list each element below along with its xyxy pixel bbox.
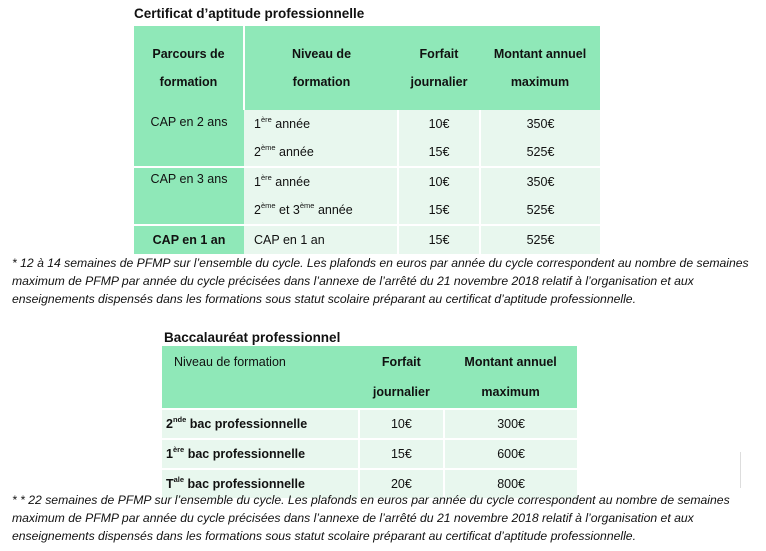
bac-footnote: * * 22 semaines de PFMP sur l’ensemble du cycle. Les plafonds en euros par année du cycle correspondent au nombre de semaines maximum de PFMP par année du cycle précisées dans l’annexe de l’arrêté du 21 novembre 2018 relatif à l’organisation et aux enseignements dispensés dans les formations sous statut scolaire préparant au certificat d’aptitude professionnelle. [12,493,730,543]
table-row [134,225,600,254]
table-row [162,409,577,439]
forfait-cell: 15€ [398,196,480,225]
group-cap-1-an: CAP en 1 an [134,225,244,254]
bac-table [162,346,577,498]
niveau-cell: 1ère année [244,110,398,138]
montant-cell: 300€ [444,409,577,439]
forfait-cell: 15€ [359,439,445,469]
forfait-cell: 10€ [398,110,480,138]
montant-cell: 800€ [444,469,577,498]
montant-cell: 350€ [480,110,600,138]
header-montant: Montant annuel maximum [444,346,577,409]
divider [740,452,741,488]
niveau-cell: $T^{ale}$ bac professionnelle [162,469,359,498]
header-forfait: Forfait journalier [359,346,445,409]
table-row [134,167,600,196]
group-cap-3-ans: CAP en 3 ans [134,167,244,225]
niveau-cell: 2ème année [244,138,398,167]
bac-table-header [162,346,577,409]
montant-cell: 600€ [444,439,577,469]
forfait-cell: 20€ [359,469,445,498]
table-row [162,439,577,469]
forfait-cell: 10€ [359,409,445,439]
table-row [134,110,600,138]
montant-cell: 525€ [480,138,600,167]
niveau-cell: 1ère année [244,167,398,196]
niveau-cell: 2ème et 3ème année [244,196,398,225]
cap-table-header [134,26,600,110]
montant-cell: 525€ [480,196,600,225]
niveau-cell: 1ère bac professionnelle [162,439,359,469]
montant-cell: 525€ [480,225,600,254]
header-parcours: Parcours de formation [134,26,244,110]
bac-table-title: Baccalauréat professionnel [164,330,341,345]
forfait-cell: 10€ [398,167,480,196]
header-niveau: Niveau de formation [244,26,398,110]
cap-footnote: * 12 à 14 semaines de PFMP sur l’ensemble du cycle. Les plafonds en euros par année du cycle correspondent au nombre de semaines maximum de PFMP par année du cycle précisées dans l’annexe de l’arrêté du 21 novembre 2018 relatif à l’organisation et aux enseignements dispensés dans les formations sous statut scolaire préparant au certificat d’aptitude professionnelle. [12,256,749,306]
forfait-cell: 15€ [398,225,480,254]
header-niveau: Niveau de formation [162,346,359,409]
forfait-cell: 15€ [398,138,480,167]
group-cap-2-ans: CAP en 2 ans [134,110,244,167]
niveau-cell: CAP en 1 an [244,225,398,254]
montant-cell: 350€ [480,167,600,196]
niveau-cell: 2nde bac professionnelle [162,409,359,439]
header-forfait: Forfait journalier [398,26,480,110]
header-montant: Montant annuel maximum [480,26,600,110]
cap-table-title: Certificat d’aptitude professionnelle [134,6,365,21]
cap-table [134,26,600,254]
